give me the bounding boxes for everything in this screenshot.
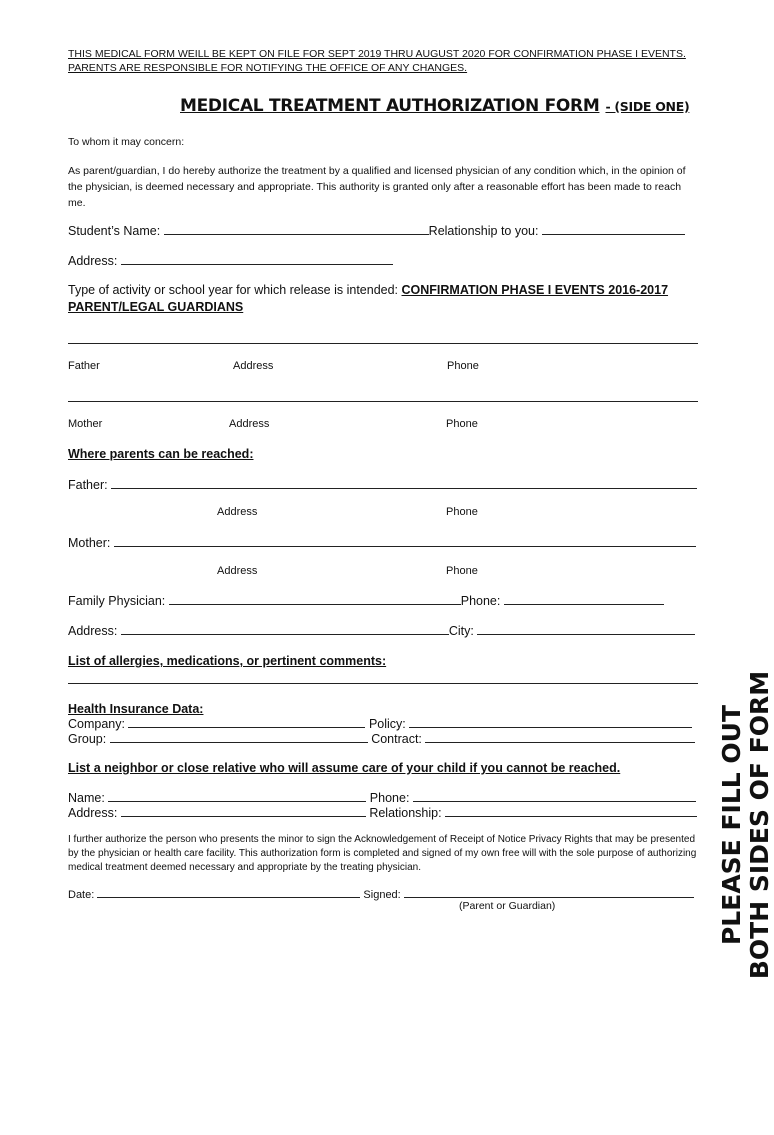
- reach-father-phone-caption: Phone: [446, 506, 478, 518]
- physician-row: [68, 593, 664, 608]
- title-text: MEDICAL TREATMENT AUTHORIZATION FORM: [180, 96, 600, 116]
- relationship-field[interactable]: [542, 223, 685, 235]
- insurance-heading: Health Insurance Data:: [68, 702, 204, 716]
- neighbor-relationship-field[interactable]: [445, 805, 697, 817]
- physician-city-field[interactable]: [477, 623, 695, 635]
- neighbor-name-label: Name:: [68, 791, 105, 805]
- neighbor-phone-label: Phone:: [369, 791, 410, 805]
- reach-mother-phone-caption: Phone: [446, 565, 478, 577]
- group-field[interactable]: [110, 731, 368, 743]
- father-info-field[interactable]: [68, 343, 698, 344]
- relationship-label: Relationship to you:: [428, 224, 539, 238]
- neighbor-name-row: [68, 790, 696, 805]
- father-caption: Father: [68, 360, 100, 372]
- signed-label: Signed:: [363, 889, 401, 901]
- father-phone-caption: Phone: [447, 360, 479, 372]
- mother-phone-caption: Phone: [446, 418, 478, 430]
- mother-info-field[interactable]: [68, 401, 698, 402]
- reach-mother-address-caption: Address: [217, 565, 258, 577]
- contract-field[interactable]: [425, 731, 695, 743]
- reach-father-row: [68, 477, 697, 492]
- neighbor-address-label: Address:: [68, 806, 118, 820]
- company-field[interactable]: [128, 716, 365, 728]
- acknowledgement-paragraph: I further authorize the person who presents the minor to sign the Acknowledgement of Receipt of Notice Privacy Rights that may be presented by the physician or health care facility. This authorization form is completed and signed of my own free will with the sole purpose of authorizing medical treatment deemed necessary and appropriate by the treating physician.: [68, 834, 697, 873]
- neighbor-address-row: [68, 805, 697, 820]
- physician-city-label: City:: [448, 624, 474, 638]
- contract-label: Contract:: [371, 732, 422, 746]
- allergies-heading: List of allergies, medications, or pertinent comments:: [68, 654, 387, 668]
- neighbor-name-field[interactable]: [108, 790, 366, 802]
- reach-mother-row: [68, 535, 696, 550]
- policy-label: Policy:: [368, 717, 406, 731]
- fill-both-sides-stamp: [717, 515, 774, 1135]
- reach-father-field[interactable]: [111, 477, 697, 489]
- activity-value-line2: PARENT/LEGAL GUARDIANS: [68, 300, 244, 314]
- insurance-group-row: [68, 731, 695, 746]
- company-label: Company:: [68, 717, 125, 731]
- signature-field[interactable]: [404, 886, 694, 898]
- student-address-row: [68, 253, 393, 268]
- activity-label: Type of activity or school year for which release is intended:: [68, 283, 399, 297]
- group-label: Group:: [68, 732, 107, 746]
- neighbor-address-field[interactable]: [121, 805, 366, 817]
- physician-field[interactable]: [169, 593, 461, 605]
- student-name-row: [68, 223, 685, 238]
- neighbor-heading: List a neighbor or close relative who will assume care of your child if you cannot be reached.: [68, 761, 621, 775]
- stamp-line-1: PLEASE FILL OUT: [717, 705, 746, 946]
- neighbor-relationship-label: Relationship:: [369, 806, 442, 820]
- physician-address-row: [68, 623, 695, 638]
- signature-caption: (Parent or Guardian): [459, 900, 556, 912]
- reach-heading: Where parents can be reached:: [68, 447, 254, 461]
- allergies-field[interactable]: [68, 683, 698, 684]
- reach-mother-label: Mother:: [68, 536, 111, 550]
- neighbor-phone-field[interactable]: [413, 790, 696, 802]
- student-name-field[interactable]: [164, 223, 429, 235]
- student-address-label: Address:: [68, 254, 118, 268]
- student-address-field[interactable]: [121, 253, 393, 265]
- retention-notice: THIS MEDICAL FORM WEILL BE KEPT ON FILE FOR SEPT 2019 THRU AUGUST 2020 FOR CONFIRMATION PHASE I EVENTS. PARENTS ARE RESPONSIBLE FOR NOTIFYING THE OFFICE OF ANY CHANGES.: [68, 48, 686, 74]
- intro-paragraph: As parent/guardian, I do hereby authorize the treatment by a qualified and licensed physician of any condition which, in the opinion of the physician, is deemed necessary and appropriate. This authority is granted only after a reasonable effort has been made to reach me.: [68, 165, 686, 209]
- reach-father-label: Father:: [68, 478, 108, 492]
- physician-phone-label: Phone:: [460, 594, 501, 608]
- activity-value: CONFIRMATION PHASE I EVENTS 2016-2017: [401, 283, 669, 297]
- physician-phone-field[interactable]: [504, 593, 664, 605]
- physician-address-field[interactable]: [121, 623, 449, 635]
- father-address-caption: Address: [233, 360, 274, 372]
- stamp-line-2: BOTH SIDES OF FORM: [745, 670, 774, 980]
- date-field[interactable]: [97, 886, 360, 898]
- page-title: [180, 96, 689, 116]
- reach-father-address-caption: Address: [217, 506, 258, 518]
- physician-address-label: Address:: [68, 624, 118, 638]
- reach-mother-field[interactable]: [114, 535, 696, 547]
- signature-row: [68, 886, 694, 901]
- mother-address-caption: Address: [229, 418, 270, 430]
- activity-row: [68, 283, 668, 297]
- policy-field[interactable]: [409, 716, 692, 728]
- physician-label: Family Physician:: [68, 594, 166, 608]
- stamp-text: [718, 515, 774, 1135]
- student-name-label: Student’s Name:: [68, 224, 161, 238]
- date-label: Date:: [68, 889, 95, 901]
- mother-caption: Mother: [68, 418, 103, 430]
- insurance-company-row: [68, 716, 692, 731]
- title-side-label: - (SIDE ONE): [605, 99, 690, 114]
- salutation: To whom it may concern:: [68, 136, 185, 148]
